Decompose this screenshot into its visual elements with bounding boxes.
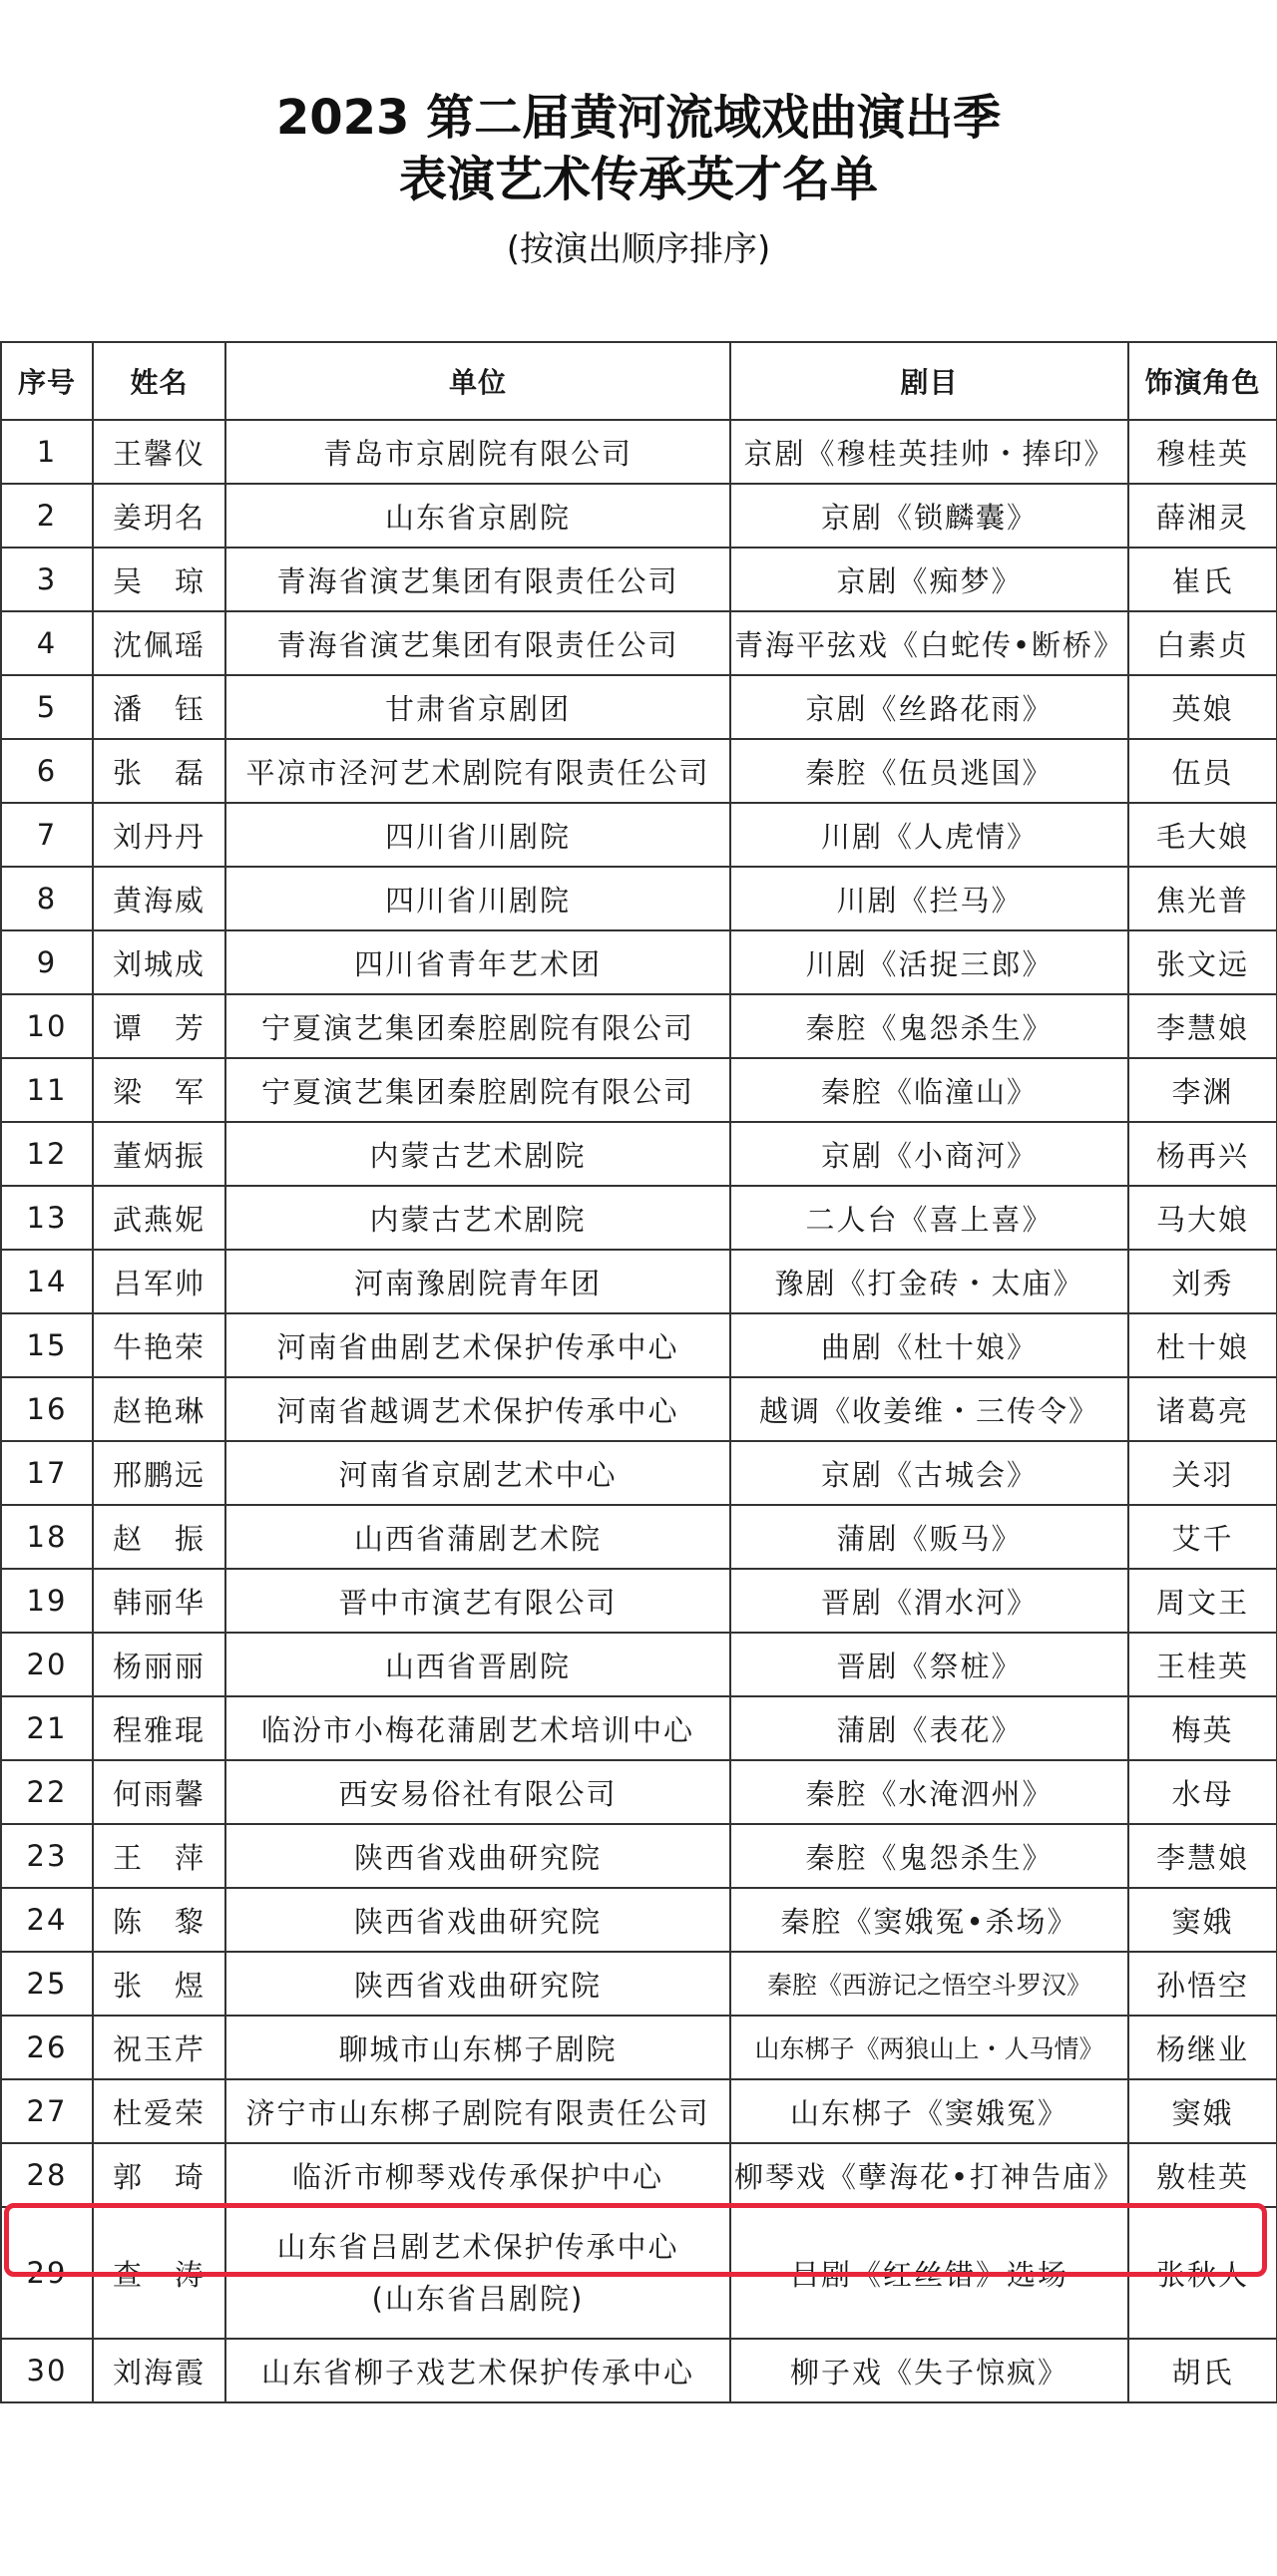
title-line-2: 表演艺术传承英才名单 bbox=[398, 152, 878, 207]
cell-role: 窦娥 bbox=[1128, 2079, 1277, 2143]
table-row bbox=[1, 1824, 1277, 1888]
cell-role: 张秋人 bbox=[1128, 2207, 1277, 2339]
cell-play: 京剧《古城会》 bbox=[730, 1441, 1128, 1505]
cell-name: 刘丹丹 bbox=[93, 803, 225, 867]
cell-name: 张 煜 bbox=[93, 1952, 225, 2016]
cell-play: 山东梆子《窦娥冤》 bbox=[730, 2079, 1128, 2143]
cell-unit: 陕西省戏曲研究院 bbox=[225, 1888, 730, 1952]
cell-no: 4 bbox=[1, 611, 93, 675]
cell-unit: 平凉市泾河艺术剧院有限责任公司 bbox=[225, 739, 730, 803]
cell-no: 14 bbox=[1, 1250, 93, 1313]
cell-unit: 西安易俗社有限公司 bbox=[225, 1760, 730, 1824]
cell-unit: 山西省晋剧院 bbox=[225, 1633, 730, 1696]
cell-unit: 晋中市演艺有限公司 bbox=[225, 1569, 730, 1633]
cell-role: 杨再兴 bbox=[1128, 1122, 1277, 1186]
table-row bbox=[1, 2207, 1277, 2339]
cell-role: 诸葛亮 bbox=[1128, 1377, 1277, 1441]
cell-name: 武燕妮 bbox=[93, 1186, 225, 1250]
cell-no: 15 bbox=[1, 1313, 93, 1377]
table-row bbox=[1, 548, 1277, 611]
cell-play: 秦腔《水淹泗州》 bbox=[730, 1760, 1128, 1824]
cell-role: 李渊 bbox=[1128, 1058, 1277, 1122]
cell-name: 谭 芳 bbox=[93, 994, 225, 1058]
column-header-unit: 单位 bbox=[225, 342, 730, 420]
cell-name: 王 萍 bbox=[93, 1824, 225, 1888]
cell-role: 关羽 bbox=[1128, 1441, 1277, 1505]
cell-role: 崔氏 bbox=[1128, 548, 1277, 611]
cell-role: 李慧娘 bbox=[1128, 1824, 1277, 1888]
cell-play: 京剧《痴梦》 bbox=[730, 548, 1128, 611]
cell-play: 京剧《穆桂英挂帅・捧印》 bbox=[730, 420, 1128, 484]
cell-name: 赵 振 bbox=[93, 1505, 225, 1569]
subtitle: (按演出顺序排序) bbox=[506, 229, 771, 269]
table-row bbox=[1, 1569, 1277, 1633]
cell-unit: 陕西省戏曲研究院 bbox=[225, 1952, 730, 2016]
table-row bbox=[1, 1760, 1277, 1824]
cell-play: 晋剧《祭桩》 bbox=[730, 1633, 1128, 1696]
cell-role: 孙悟空 bbox=[1128, 1952, 1277, 2016]
cell-no: 3 bbox=[1, 548, 93, 611]
cell-role: 胡氏 bbox=[1128, 2339, 1277, 2402]
cell-play: 青海平弦戏《白蛇传•断桥》 bbox=[730, 611, 1128, 675]
table-row bbox=[1, 1377, 1277, 1441]
cell-role: 敫桂英 bbox=[1128, 2143, 1277, 2207]
cell-play: 秦腔《伍员逃国》 bbox=[730, 739, 1128, 803]
cell-role: 伍员 bbox=[1128, 739, 1277, 803]
column-header-play: 剧目 bbox=[730, 342, 1128, 420]
cell-play: 秦腔《鬼怨杀生》 bbox=[730, 1824, 1128, 1888]
cell-play: 秦腔《西游记之悟空斗罗汉》 bbox=[730, 1952, 1128, 2016]
cell-name: 祝玉芹 bbox=[93, 2016, 225, 2079]
cell-unit: 内蒙古艺术剧院 bbox=[225, 1186, 730, 1250]
table-row bbox=[1, 994, 1277, 1058]
cell-no: 20 bbox=[1, 1633, 93, 1696]
cell-unit: 临汾市小梅花蒲剧艺术培训中心 bbox=[225, 1696, 730, 1760]
cell-name: 查 涛 bbox=[93, 2207, 225, 2339]
cell-no: 29 bbox=[1, 2207, 93, 2339]
cell-name: 张 磊 bbox=[93, 739, 225, 803]
cell-no: 12 bbox=[1, 1122, 93, 1186]
cell-name: 陈 黎 bbox=[93, 1888, 225, 1952]
cell-unit: 河南豫剧院青年团 bbox=[225, 1250, 730, 1313]
cell-play: 柳子戏《失子惊疯》 bbox=[730, 2339, 1128, 2402]
table-row bbox=[1, 484, 1277, 548]
table-row bbox=[1, 1633, 1277, 1696]
cell-unit: 四川省川剧院 bbox=[225, 803, 730, 867]
cell-unit-line-1: 山东省吕剧艺术保护传承中心 bbox=[276, 2230, 679, 2264]
cell-play: 二人台《喜上喜》 bbox=[730, 1186, 1128, 1250]
cell-name: 梁 军 bbox=[93, 1058, 225, 1122]
cell-no: 17 bbox=[1, 1441, 93, 1505]
cell-name: 吴 琼 bbox=[93, 548, 225, 611]
cell-name: 程雅琨 bbox=[93, 1696, 225, 1760]
cell-no: 21 bbox=[1, 1696, 93, 1760]
cell-role: 英娘 bbox=[1128, 675, 1277, 739]
cell-role: 杨继业 bbox=[1128, 2016, 1277, 2079]
table-row bbox=[1, 1696, 1277, 1760]
table-row bbox=[1, 2016, 1277, 2079]
table-header-row bbox=[1, 342, 1277, 420]
cell-name: 郭 琦 bbox=[93, 2143, 225, 2207]
cell-play: 秦腔《窦娥冤•杀场》 bbox=[730, 1888, 1128, 1952]
cell-role: 周文王 bbox=[1128, 1569, 1277, 1633]
cell-name: 杨丽丽 bbox=[93, 1633, 225, 1696]
cell-unit: 内蒙古艺术剧院 bbox=[225, 1122, 730, 1186]
table-row bbox=[1, 420, 1277, 484]
cell-name: 潘 钰 bbox=[93, 675, 225, 739]
cell-role: 刘秀 bbox=[1128, 1250, 1277, 1313]
cell-name: 刘海霞 bbox=[93, 2339, 225, 2402]
column-header-role: 饰演角色 bbox=[1128, 342, 1277, 420]
cell-name: 姜玥名 bbox=[93, 484, 225, 548]
cell-unit: 聊城市山东梆子剧院 bbox=[225, 2016, 730, 2079]
table-row bbox=[1, 1250, 1277, 1313]
cell-play: 川剧《活捉三郎》 bbox=[730, 930, 1128, 994]
cell-role: 白素贞 bbox=[1128, 611, 1277, 675]
cell-role: 焦光普 bbox=[1128, 867, 1277, 930]
cell-no: 9 bbox=[1, 930, 93, 994]
cell-unit: 临沂市柳琴戏传承保护中心 bbox=[225, 2143, 730, 2207]
cell-unit: 河南省京剧艺术中心 bbox=[225, 1441, 730, 1505]
cell-unit: 山西省蒲剧艺术院 bbox=[225, 1505, 730, 1569]
cell-play: 豫剧《打金砖・太庙》 bbox=[730, 1250, 1128, 1313]
cell-no: 7 bbox=[1, 803, 93, 867]
column-header-name: 姓名 bbox=[93, 342, 225, 420]
cell-unit: 宁夏演艺集团秦腔剧院有限公司 bbox=[225, 1058, 730, 1122]
cell-unit: 青海省演艺集团有限责任公司 bbox=[225, 548, 730, 611]
cell-unit: 四川省川剧院 bbox=[225, 867, 730, 930]
cell-role: 张文远 bbox=[1128, 930, 1277, 994]
table-row bbox=[1, 1313, 1277, 1377]
cell-no: 22 bbox=[1, 1760, 93, 1824]
cell-role: 艾千 bbox=[1128, 1505, 1277, 1569]
cell-name: 杜爱荣 bbox=[93, 2079, 225, 2143]
cell-name: 邢鹏远 bbox=[93, 1441, 225, 1505]
cell-unit: 甘肃省京剧团 bbox=[225, 675, 730, 739]
cell-play: 川剧《人虎情》 bbox=[730, 803, 1128, 867]
table-row bbox=[1, 739, 1277, 803]
cell-role: 李慧娘 bbox=[1128, 994, 1277, 1058]
cell-role: 王桂英 bbox=[1128, 1633, 1277, 1696]
title-line-1: 2023 第二届黄河流域戏曲演出季 bbox=[275, 90, 1002, 146]
cell-play: 曲剧《杜十娘》 bbox=[730, 1313, 1128, 1377]
table-row bbox=[1, 1058, 1277, 1122]
cell-play: 京剧《丝路花雨》 bbox=[730, 675, 1128, 739]
cell-play: 京剧《锁麟囊》 bbox=[730, 484, 1128, 548]
table-row bbox=[1, 611, 1277, 675]
cell-play: 蒲剧《表花》 bbox=[730, 1696, 1128, 1760]
table-row bbox=[1, 1122, 1277, 1186]
cell-role: 薛湘灵 bbox=[1128, 484, 1277, 548]
cell-role: 毛大娘 bbox=[1128, 803, 1277, 867]
cell-no: 19 bbox=[1, 1569, 93, 1633]
cell-role: 窦娥 bbox=[1128, 1888, 1277, 1952]
cell-no: 16 bbox=[1, 1377, 93, 1441]
cell-name: 牛艳荣 bbox=[93, 1313, 225, 1377]
cell-play: 柳琴戏《孽海花•打神告庙》 bbox=[730, 2143, 1128, 2207]
cell-name: 黄海威 bbox=[93, 867, 225, 930]
table-row bbox=[1, 1888, 1277, 1952]
cell-name: 刘城成 bbox=[93, 930, 225, 994]
table-row-highlighted bbox=[1, 2143, 1277, 2207]
cell-unit: 山东省柳子戏艺术保护传承中心 bbox=[225, 2339, 730, 2402]
cell-no: 30 bbox=[1, 2339, 93, 2402]
cell-no: 6 bbox=[1, 739, 93, 803]
table-row bbox=[1, 1441, 1277, 1505]
cell-play: 晋剧《渭水河》 bbox=[730, 1569, 1128, 1633]
cell-name: 吕军帅 bbox=[93, 1250, 225, 1313]
cell-unit: 河南省越调艺术保护传承中心 bbox=[225, 1377, 730, 1441]
cell-no: 11 bbox=[1, 1058, 93, 1122]
cell-no: 2 bbox=[1, 484, 93, 548]
cell-no: 1 bbox=[1, 420, 93, 484]
cell-unit: 河南省曲剧艺术保护传承中心 bbox=[225, 1313, 730, 1377]
table-row bbox=[1, 867, 1277, 930]
table-row bbox=[1, 2079, 1277, 2143]
table-row bbox=[1, 1952, 1277, 2016]
cell-play: 秦腔《鬼怨杀生》 bbox=[730, 994, 1128, 1058]
cell-unit: 青海省演艺集团有限责任公司 bbox=[225, 611, 730, 675]
cell-unit: 陕西省戏曲研究院 bbox=[225, 1824, 730, 1888]
cell-unit: 济宁市山东梆子剧院有限责任公司 bbox=[225, 2079, 730, 2143]
cell-play: 蒲剧《贩马》 bbox=[730, 1505, 1128, 1569]
table-row bbox=[1, 1186, 1277, 1250]
table-row bbox=[1, 930, 1277, 994]
cell-name: 韩丽华 bbox=[93, 1569, 225, 1633]
cell-unit: 山东省京剧院 bbox=[225, 484, 730, 548]
cell-role: 穆桂英 bbox=[1128, 420, 1277, 484]
cell-no: 13 bbox=[1, 1186, 93, 1250]
cell-no: 28 bbox=[1, 2143, 93, 2207]
cell-unit: 宁夏演艺集团秦腔剧院有限公司 bbox=[225, 994, 730, 1058]
cell-play: 吕剧《红丝错》选场 bbox=[730, 2207, 1128, 2339]
cell-no: 18 bbox=[1, 1505, 93, 1569]
cell-no: 24 bbox=[1, 1888, 93, 1952]
cell-name: 赵艳琳 bbox=[93, 1377, 225, 1441]
cell-name: 董炳振 bbox=[93, 1122, 225, 1186]
cell-play: 山东梆子《两狼山上・人马情》 bbox=[730, 2016, 1128, 2079]
cell-role: 梅英 bbox=[1128, 1696, 1277, 1760]
talent-list-table bbox=[0, 341, 1277, 2403]
cell-name: 沈佩瑶 bbox=[93, 611, 225, 675]
cell-unit: 四川省青年艺术团 bbox=[225, 930, 730, 994]
table-row bbox=[1, 675, 1277, 739]
cell-play: 秦腔《临潼山》 bbox=[730, 1058, 1128, 1122]
cell-name: 王馨仪 bbox=[93, 420, 225, 484]
cell-role: 杜十娘 bbox=[1128, 1313, 1277, 1377]
cell-role: 马大娘 bbox=[1128, 1186, 1277, 1250]
cell-role: 水母 bbox=[1128, 1760, 1277, 1824]
table-row bbox=[1, 2339, 1277, 2402]
cell-no: 26 bbox=[1, 2016, 93, 2079]
cell-no: 8 bbox=[1, 867, 93, 930]
cell-play: 京剧《小商河》 bbox=[730, 1122, 1128, 1186]
cell-name: 何雨馨 bbox=[93, 1760, 225, 1824]
cell-unit: 青岛市京剧院有限公司 bbox=[225, 420, 730, 484]
column-header-no: 序号 bbox=[1, 342, 93, 420]
table-row bbox=[1, 803, 1277, 867]
cell-play: 川剧《拦马》 bbox=[730, 867, 1128, 930]
table-row bbox=[1, 1505, 1277, 1569]
cell-no: 10 bbox=[1, 994, 93, 1058]
cell-no: 23 bbox=[1, 1824, 93, 1888]
cell-no: 5 bbox=[1, 675, 93, 739]
cell-unit-line-2: (山东省吕剧院) bbox=[371, 2282, 585, 2316]
cell-unit bbox=[225, 2207, 730, 2339]
cell-no: 27 bbox=[1, 2079, 93, 2143]
cell-no: 25 bbox=[1, 1952, 93, 2016]
cell-play: 越调《收姜维・三传令》 bbox=[730, 1377, 1128, 1441]
